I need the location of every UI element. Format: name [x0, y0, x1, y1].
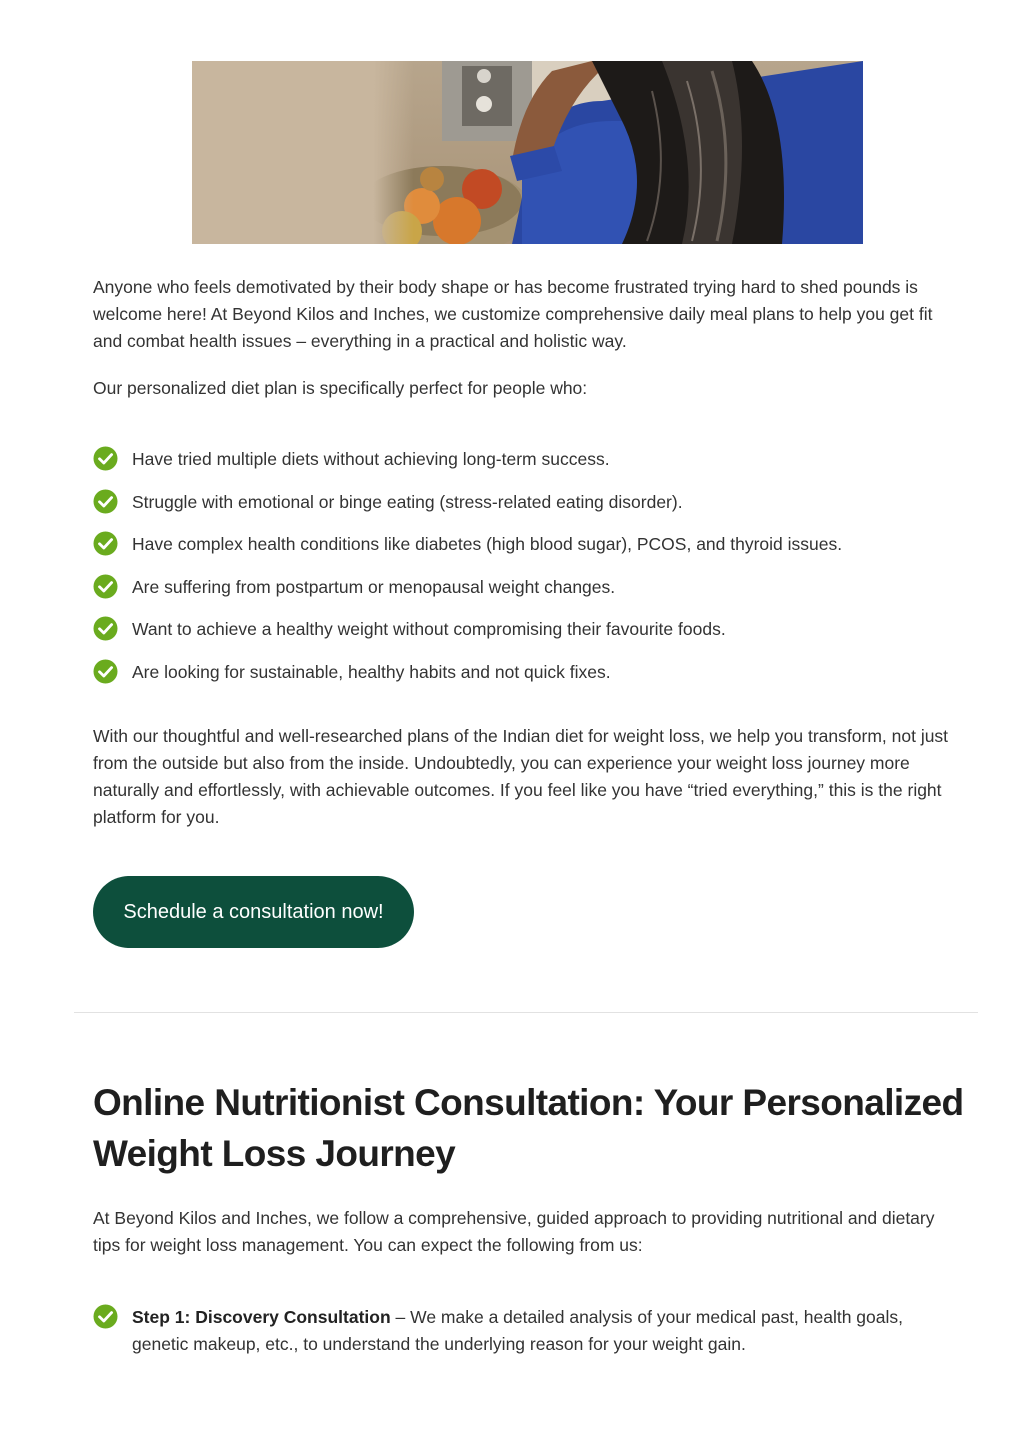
section2-heading-wrap	[93, 1077, 973, 1179]
list-item-text: Are looking for sustainable, healthy habits and not quick fixes.	[132, 661, 611, 682]
list-item-text: Want to achieve a healthy weight without compromising their favourite foods.	[132, 619, 726, 640]
list-item	[93, 531, 965, 558]
list-item	[93, 659, 965, 686]
audience-list	[93, 446, 965, 686]
section-title: Online Nutritionist Consultation: Your Personalized Weight Loss Journey	[93, 1082, 964, 1174]
schedule-consultation-button[interactable]: Schedule a consultation now!	[93, 876, 414, 948]
list-item	[93, 616, 965, 643]
intro-paragraph: Anyone who feels demotivated by their body shape or has become frustrated trying hard to shed pounds is welcome here! At Beyond Kilos and Inches, we customize comprehensive daily meal plans to help you get fit and combat health issues – everything in a practical and holistic way.	[93, 277, 933, 351]
audience-list-section	[93, 446, 965, 686]
woman-with-fruit-bowl-photo-icon	[192, 61, 863, 244]
section2-intro-paragraph: At Beyond Kilos and Inches, we follow a comprehensive, guided approach to providing nutritional and dietary tips for weight loss management. You can expect the following from us:	[93, 1208, 935, 1255]
list-item-text: Are suffering from postpartum or menopausal weight changes.	[132, 576, 616, 597]
hero-image	[192, 61, 863, 244]
section2-intro-wrap	[93, 1205, 965, 1259]
list-item-text: Have tried multiple diets without achieving long-term success.	[132, 449, 610, 469]
list-item	[93, 446, 965, 473]
check-circle-icon	[93, 574, 118, 599]
steps-section	[93, 1304, 923, 1358]
step-label: Step 1: Discovery Consultation	[132, 1307, 391, 1327]
list-item-text: Struggle with emotional or binge eating (stress-related eating disorder).	[132, 491, 683, 512]
check-circle-icon	[93, 1304, 118, 1329]
check-circle-icon	[93, 616, 118, 641]
intro-lead-paragraph: Our personalized diet plan is specifically perfect for people who:	[93, 378, 588, 398]
check-circle-icon	[93, 446, 118, 471]
check-circle-icon	[93, 659, 118, 684]
intro-lead-section	[93, 375, 965, 402]
check-circle-icon	[93, 531, 118, 556]
steps-list	[93, 1304, 923, 1358]
check-circle-icon	[93, 489, 118, 514]
list-item	[93, 574, 965, 601]
step-text: – We make a detailed analysis of your medical past, health goals, genetic makeup, etc., to understand the underlying reason for your weight gain.	[132, 1307, 903, 1354]
section-divider	[74, 1012, 978, 1013]
list-item	[93, 489, 965, 516]
closing-paragraph: With our thoughtful and well-researched plans of the Indian diet for weight loss, we help you transform, not just from the outside but also from the inside. Undoubtedly, you can experience your weight loss journey more naturally and effortlessly, with achievable outcomes. If you feel like you have “tried everything,” this is the right platform for you.	[93, 726, 949, 827]
step-item	[93, 1304, 923, 1358]
closing-section	[93, 723, 965, 831]
intro-section	[93, 274, 965, 355]
list-item-text: Have complex health conditions like diabetes (high blood sugar), PCOS, and thyroid issues.	[132, 534, 843, 555]
